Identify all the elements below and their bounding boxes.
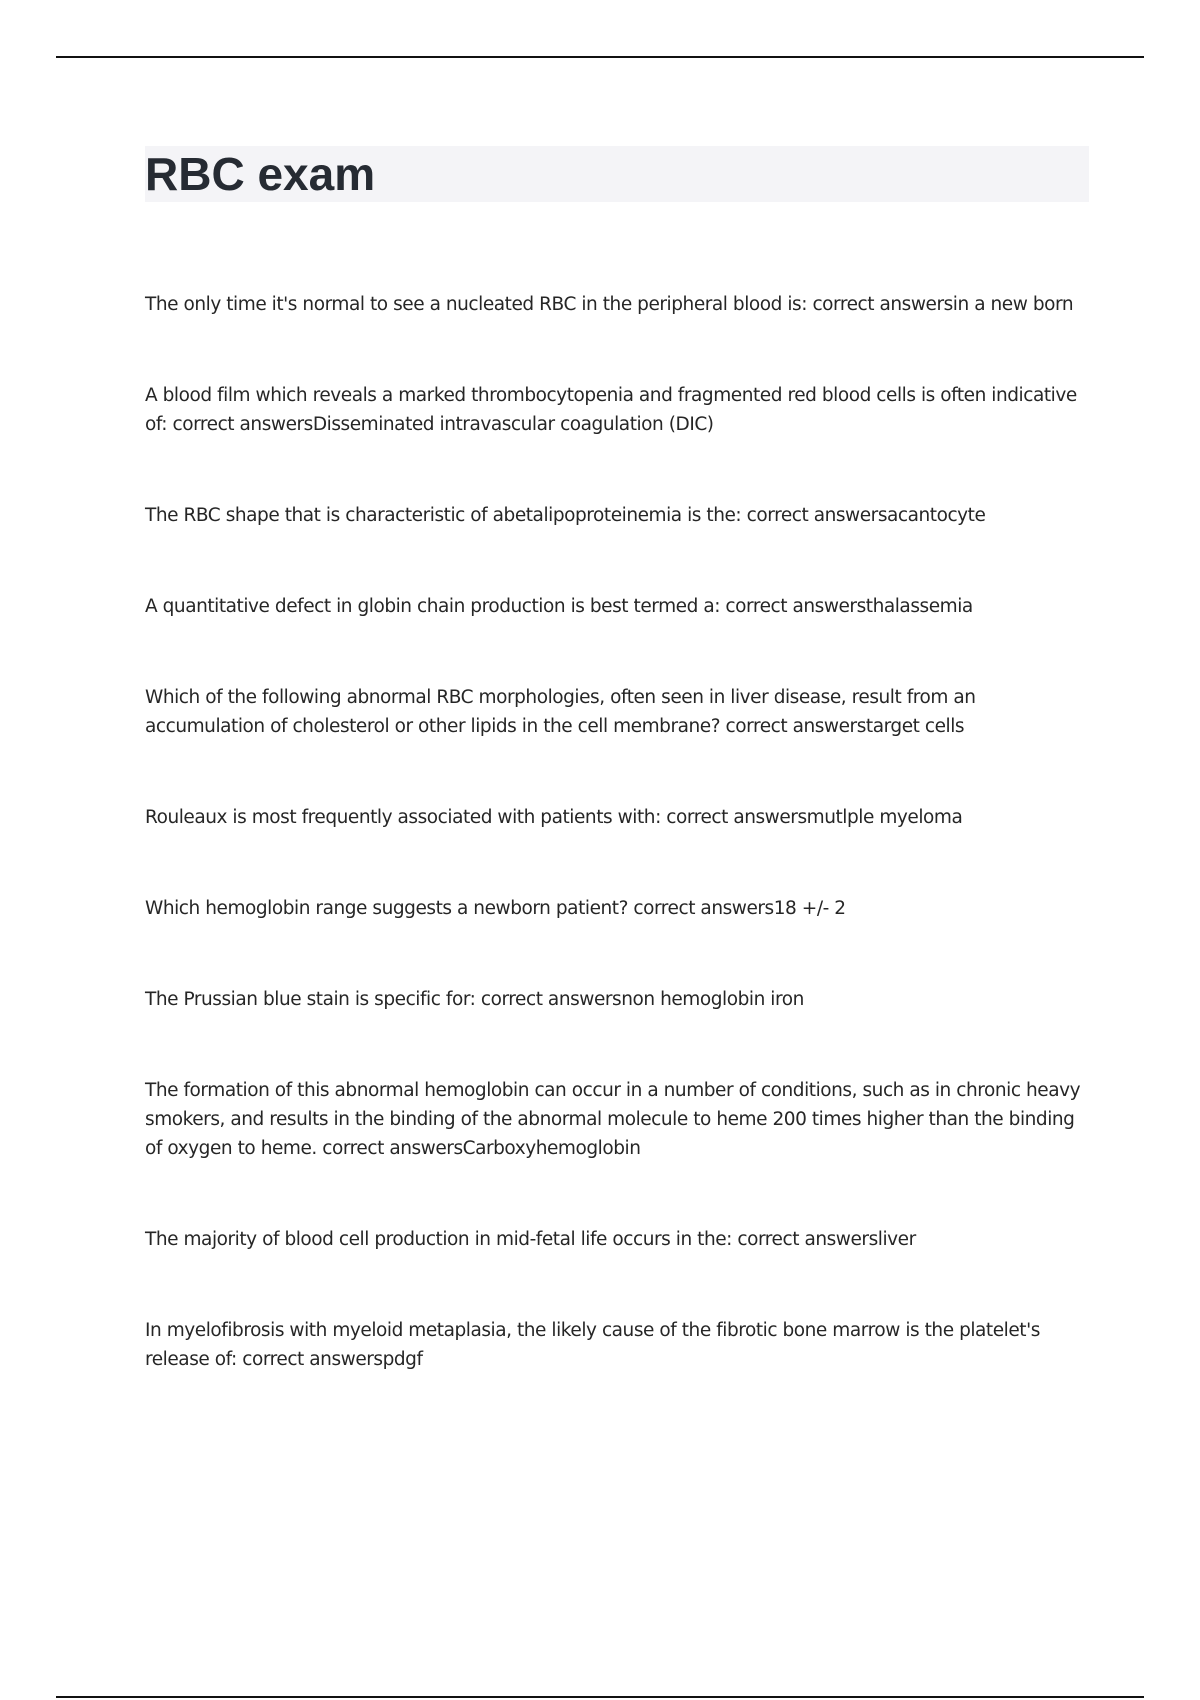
top-divider [56,56,1144,58]
question-answer-item: The Prussian blue stain is specific for: correct answersnon hemoglobin iron [145,989,804,1010]
title-banner [145,146,1089,202]
question-answer-item: The RBC shape that is characteristic of abetalipoproteinemia is the: correct answersacantocyte [145,505,986,526]
question-answer-item: The only time it's normal to see a nucleated RBC in the peripheral blood is: correct answersin a new born [145,294,1074,315]
question-answer-item: A blood film which reveals a marked thrombocytopenia and fragmented red blood cells is often indicative of: correct answersDisseminated intravascular coagulation (DIC) [145,385,1077,435]
question-answer-item: In myelofibrosis with myeloid metaplasia, the likely cause of the fibrotic bone marrow is the platelet's release of: correct answerspdgf [145,1320,1040,1370]
question-answer-item: A quantitative defect in globin chain production is best termed a: correct answersthalassemia [145,596,973,617]
question-answer-item: Which hemoglobin range suggests a newborn patient? correct answers18 +/- 2 [145,898,846,919]
page-title: RBC exam [145,148,376,200]
question-list [145,290,1095,1436]
question-answer-item: The majority of blood cell production in mid-fetal life occurs in the: correct answersliver [145,1229,916,1250]
question-answer-item: Rouleaux is most frequently associated with patients with: correct answersmutlple myeloma [145,807,963,828]
question-answer-item: The formation of this abnormal hemoglobin can occur in a number of conditions, such as in chronic heavy smokers, and results in the binding of the abnormal molecule to heme 200 times higher than the binding of oxygen to heme. correct answersCarboxyhemoglobin [145,1080,1081,1159]
bottom-divider [56,1696,1144,1698]
question-answer-item: Which of the following abnormal RBC morphologies, often seen in liver disease, result from an accumulation of cholesterol or other lipids in the cell membrane? correct answerstarget cells [145,687,976,737]
